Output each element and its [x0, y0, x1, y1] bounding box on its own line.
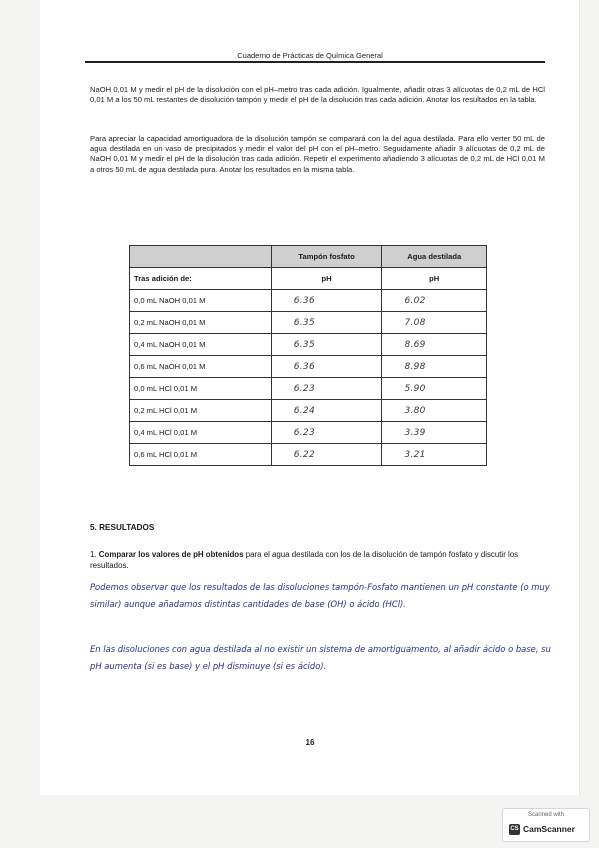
ph-agua-value: 3.39 [382, 422, 487, 444]
table-corner-cell [130, 246, 272, 268]
ph-tampon-value: 6.35 [271, 312, 382, 334]
scanned-with-label: Scanned with [527, 812, 565, 818]
ph-agua-value: 8.69 [382, 334, 487, 356]
ph-agua-value: 6.02 [382, 290, 487, 312]
ph-tampon-value: 6.24 [271, 400, 382, 422]
table-row [130, 422, 487, 444]
addition-label: 0,0 mL HCl 0,01 M [130, 378, 272, 400]
addition-label: 0,6 mL NaOH 0,01 M [130, 356, 272, 378]
document-page [40, 0, 580, 795]
ph-tampon-value: 6.22 [271, 444, 382, 466]
header-divider [85, 61, 545, 63]
table-row [130, 334, 487, 356]
ph-tampon-value: 6.23 [271, 422, 382, 444]
ph-tampon-value: 6.36 [271, 356, 382, 378]
ph-agua-value: 3.80 [382, 400, 487, 422]
addition-label: 0,6 mL HCl 0,01 M [130, 444, 272, 466]
question-number: 1. [90, 550, 97, 559]
ph-agua-value: 3.21 [382, 444, 487, 466]
page-header-title: Cuaderno de Prácticas de Química General [237, 51, 383, 60]
addition-label: 0,2 mL NaOH 0,01 M [130, 312, 272, 334]
instruction-paragraph-2: Para apreciar la capacidad amortiguadora de la disolución tampón se comparará con la del agua destilada. Para ello verter 50 mL de agua destilada en un vaso de precipitados y medir el valor del pH con el pH–metro. Seguidamente añadir 3 alícuotas de 0,2 mL de NaOH 0,01 M y medir el pH de la disolución tras cada adición. Repetir el experimento añadiendo 3 alícuotas de 0,2 mL de HCl 0,01 M a otros 50 mL de agua destilada pura. Anotar los resultados en la misma tabla. [90, 134, 545, 174]
table-subheader-row [130, 268, 487, 290]
ph-header-agua: pH [382, 268, 487, 290]
table-header-row [130, 246, 487, 268]
table-row [130, 312, 487, 334]
question-bold-text: Comparar los valores de pH obtenidos [98, 550, 244, 559]
table-row [130, 444, 487, 466]
handwritten-answer-1: Podemos observar que los resultados de las disoluciones tampón-Fosfato mantienen un pH constante (o muy similar) aunque añadamos distintas cantidades de base (OH) o ácido (HCl). [90, 582, 550, 609]
addition-label: 0,4 mL HCl 0,01 M [130, 422, 272, 444]
page-number: 16 [305, 738, 315, 747]
addition-label: 0,0 mL NaOH 0,01 M [130, 290, 272, 312]
ph-agua-value: 5.90 [382, 378, 487, 400]
camscanner-logo-icon: CS [509, 824, 520, 835]
ph-tampon-value: 6.35 [271, 334, 382, 356]
table-row [130, 378, 487, 400]
camscanner-brand: CamScanner [523, 824, 575, 834]
camscanner-watermark [502, 808, 590, 842]
col-header-tampon: Tampón fosfato [271, 246, 382, 268]
addition-label: 0,4 mL NaOH 0,01 M [130, 334, 272, 356]
section-title: 5. RESULTADOS [90, 523, 155, 532]
instruction-paragraph-1: NaOH 0,01 M y medir el pH de la disolución con el pH–metro tras cada adición. Igualmente, añadir otras 3 alícuotas de 0,2 mL de HCl 0,01 M a los 50 mL restantes de disolución tampón y medir el pH de la disolución tras cada adición. Anotar los resultados en la tabla. [90, 85, 545, 105]
table-row [130, 290, 487, 312]
col-header-agua: Agua destilada [382, 246, 487, 268]
row-header-label: Tras adición de: [130, 268, 272, 290]
ph-agua-value: 8.98 [382, 356, 487, 378]
ph-results-table [129, 245, 487, 466]
question-1 [90, 549, 550, 571]
ph-header-tampon: pH [271, 268, 382, 290]
addition-label: 0,2 mL HCl 0,01 M [130, 400, 272, 422]
handwritten-answer-2: En las disoluciones con agua destilada al no existir un sistema de amortiguamento, al añadir ácido o base, su pH aumenta (si es base) y el pH disminuye (si es ácido). [90, 644, 551, 671]
table-row [130, 356, 487, 378]
ph-tampon-value: 6.36 [271, 290, 382, 312]
question-rest-text: para el agua destilada con los de la disolución de tampón fosfato y discutir los resultados. [90, 550, 519, 570]
ph-agua-value: 7.08 [382, 312, 487, 334]
ph-tampon-value: 6.23 [271, 378, 382, 400]
table-row [130, 400, 487, 422]
